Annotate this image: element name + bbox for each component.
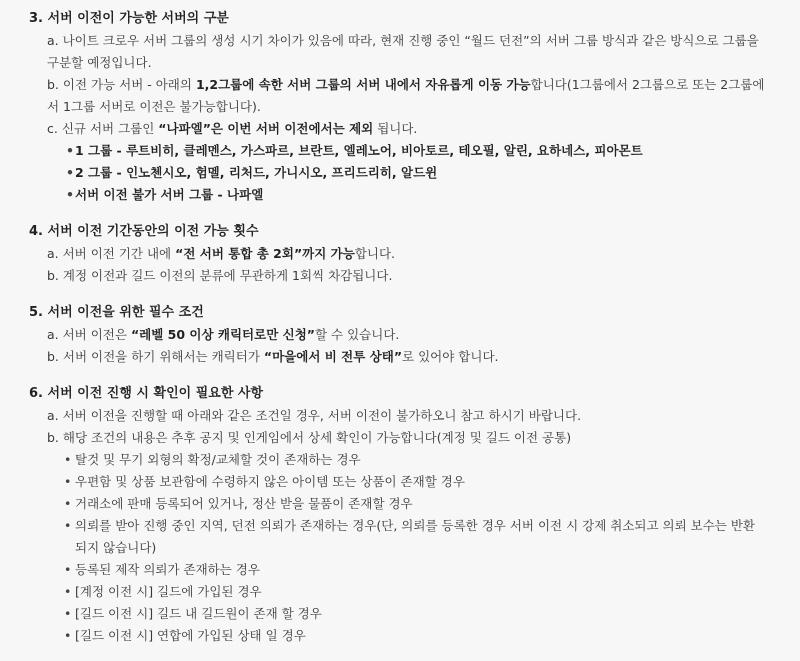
item-b-text: b. 이전 가능 서버 - 아래의 — [47, 77, 196, 92]
item-b — [33, 346, 790, 368]
condition-bullet: • [길드 이전 시] 길드 내 길드원이 존재 할 경우 — [33, 603, 790, 625]
condition-bullet: • 우편함 및 상품 보관함에 수령하지 않은 아이템 또는 상품이 존재할 경우 — [33, 471, 790, 493]
item-a-cont: 구분할 예정입니다. — [47, 55, 152, 70]
item-a-text-end: 할 수 있습니다. — [315, 327, 400, 342]
section-4 — [29, 221, 790, 287]
group-1-bullet: • 1 그룹 - 루트비히, 클레멘스, 가스파르, 브란트, 엘레노어, 비아토르, 테오필, 알린, 요하네스, 피아몬트 — [33, 140, 790, 162]
item-b — [33, 74, 790, 96]
item-c-bold: “나파엘”은 이번 서버 이전에서는 제외 — [158, 121, 374, 136]
item-b-bold: 1,2그룹에 속한 서버 그룹의 서버 내에서 자유롭게 이동 가능 — [195, 77, 531, 92]
section-3 — [29, 8, 790, 206]
section-heading: 6. 서버 이전 진행 시 확인이 필요한 사항 — [29, 386, 264, 401]
group-2-bullet: • 2 그룹 - 인노첸시오, 험멜, 리처드, 가니시오, 프리드리히, 알드윈 — [33, 162, 790, 184]
section-heading: 3. 서버 이전이 가능한 서버의 구분 — [29, 11, 229, 26]
item-b-cont: 서 1그룹 서버로 이전은 불가능합니다). — [47, 99, 261, 114]
condition-bullet: • [계정 이전 시] 길드에 가입된 경우 — [33, 581, 790, 603]
item-b: b. 계정 이전과 길드 이전의 분류에 무관하게 1회씩 차감됩니다. — [47, 268, 393, 283]
section-heading: 4. 서버 이전 기간동안의 이전 가능 횟수 — [29, 224, 259, 239]
item-a-text: a. 서버 이전 기간 내에 — [47, 246, 176, 261]
condition-bullet: • 거래소에 판매 등록되어 있거나, 정산 받을 물품이 존재할 경우 — [33, 493, 790, 515]
item-b-text-end: 합니다(1그룹에서 2그룹으로 또는 2그룹에 — [530, 77, 765, 92]
item-c-text-end: 됩니다. — [373, 121, 418, 136]
item-a-text: a. 서버 이전은 — [47, 327, 131, 342]
condition-bullet: • [길드 이전 시] 연합에 가입된 상태 일 경우 — [33, 625, 790, 647]
item-a-bold: “전 서버 통합 총 2회”까지 가능 — [175, 246, 355, 261]
excluded-group-bullet: • 서버 이전 불가 서버 그룹 - 나파엘 — [33, 184, 790, 206]
item-b-text-end: 로 있어야 합니다. — [402, 349, 499, 364]
condition-bullet: • 의뢰를 받아 진행 중인 지역, 던전 의뢰가 존재하는 경우(단, 의뢰를 등록한 경우 서버 이전 시 강제 취소되고 의뢰 보수는 반환 — [33, 515, 790, 537]
item-a: a. 서버 이전을 진행할 때 아래와 같은 조건일 경우, 서버 이전이 불가하오니 참고 하시기 바랍니다. — [47, 408, 582, 423]
item-a-text-end: 합니다. — [354, 246, 396, 261]
section-heading: 5. 서버 이전을 위한 필수 조건 — [29, 305, 204, 320]
condition-bullet: • 탈것 및 무기 외형의 확정/교체할 것이 존재하는 경우 — [33, 449, 790, 471]
item-a — [33, 243, 790, 265]
item-b: b. 해당 조건의 내용은 추후 공지 및 인게임에서 상세 확인이 가능합니다(계정 및 길드 이전 공통) — [47, 430, 572, 445]
item-c-text: c. 신규 서버 그룹인 — [47, 121, 159, 136]
item-b-text: b. 서버 이전을 하기 위해서는 캐릭터가 — [47, 349, 264, 364]
item-a — [33, 324, 790, 346]
item-a: a. 나이트 크로우 서버 그룹의 생성 시기 차이가 있음에 따라, 현재 진행 중인 “월드 던전”의 서버 그룹 방식과 같은 방식으로 그룹을 — [47, 33, 759, 48]
condition-bullet: • 등록된 제작 의뢰가 존재하는 경우 — [33, 559, 790, 581]
section-5 — [29, 302, 790, 368]
item-c — [33, 118, 790, 140]
section-6 — [29, 383, 790, 647]
item-a-bold: “레벨 50 이상 캐릭터로만 신청” — [130, 327, 315, 342]
condition-bullet-cont: 되지 않습니다) — [75, 540, 157, 555]
item-b-bold: “마을에서 비 전투 상태” — [263, 349, 403, 364]
